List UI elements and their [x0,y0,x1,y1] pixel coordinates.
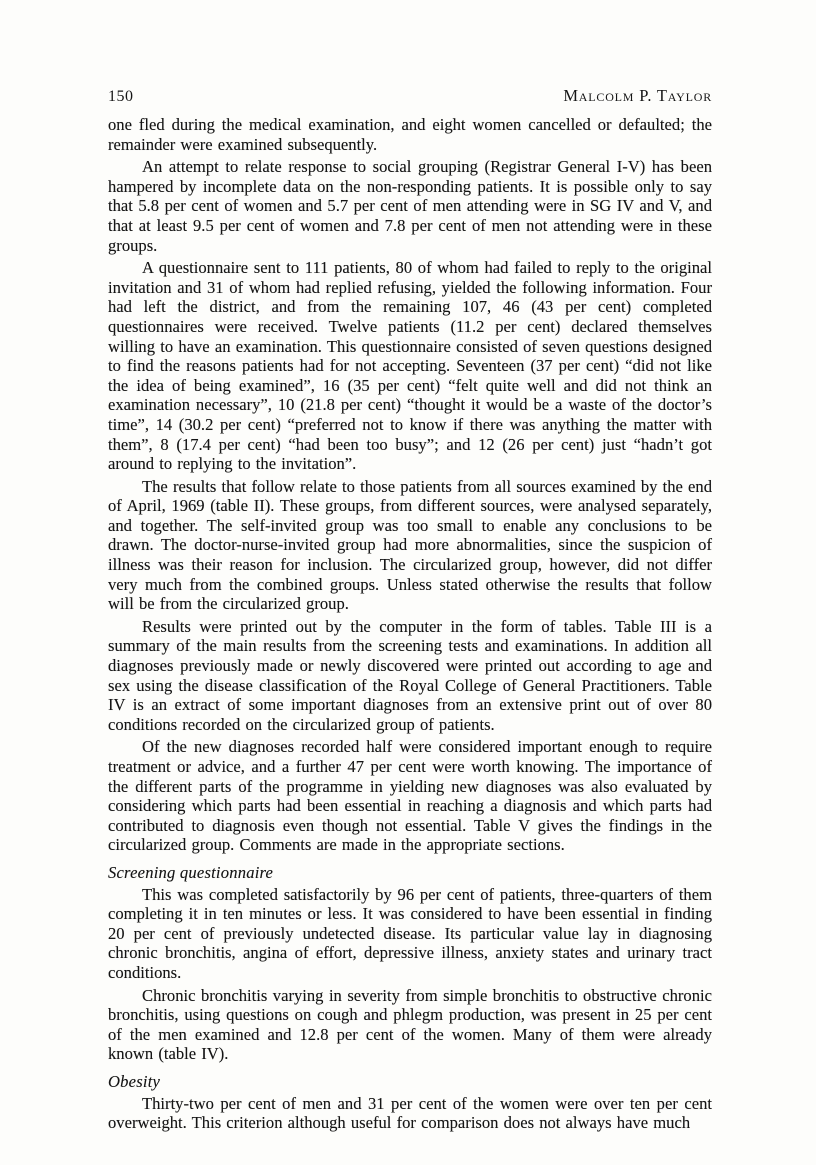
paragraph: An attempt to relate response to social grouping (Registrar General I-V) has been hampered by incomplete data on the non-responding patients. It is possible only to say that 5.8 per cent of women and 5.7 per cent of men attending were in SG IV and V, and that at least 9.5 per cent of women and 7.8 per cent of men not attending were in these groups. [108,157,712,255]
section-heading: Obesity [108,1071,161,1091]
paragraph: This was completed satisfactorily by 96 per cent of patients, three-quarters of them completing it in ten minutes or less. It was considered to have been essential in finding 20 per cent of previously undetected disease. Its particular value lay in diagnosing chronic bronchitis, angina of effort, depressive illness, anxiety states and urinary tract conditions. [108,884,712,982]
paragraph: Thirty-two per cent of men and 31 per cent of the women were over ten per cent overweight. This criterion although useful for comparison does not always have much [108,1093,712,1133]
page-number: 150 [108,88,134,105]
article-body [108,115,712,1133]
section-heading: Screening questionnaire [108,862,274,882]
paragraph: Chronic bronchitis varying in severity from simple bronchitis to obstructive chronic bronchitis, using questions on cough and phlegm production, was present in 25 per cent of the men examined and 12.8 per cent of the women. Many of them were already known (table IV). [108,985,712,1064]
running-author: Malcolm P. Taylor [563,86,712,105]
paragraph: A questionnaire sent to 111 patients, 80 of whom had failed to reply to the original invitation and 31 of whom had replied refusing, yielded the following information. Four had left the district, and from the remaining 107, 46 (43 per cent) completed questionnaires were received. Twelve patients (11.2 per cent) declared themselves willing to have an examination. This questionnaire consisted of seven questions designed to find the reasons patients had for not accepting. Seventeen (37 per cent) “did not like the idea of being examined”, 16 (35 per cent) “felt quite well and did not think an examination necessary”, 10 (21.8 per cent) “thought it would be a waste of the doctor’s time”, 14 (30.2 per cent) “preferred not to know if there was anything the matter with them”, 8 (17.4 per cent) “had been too busy”; and 12 (26 per cent) just “hadn’t got around to replying to the invitation”. [108,258,712,474]
paragraph: Results were printed out by the computer in the form of tables. Table III is a summary of the main results from the screening tests and examinations. In addition all diagnoses previously made or newly discovered were printed out according to age and sex using the disease classification of the Royal College of General Practitioners. Table IV is an extract of some important diagnoses from an extensive print out of over 80 conditions recorded on the circularized group of patients. [108,616,712,734]
paragraph: Of the new diagnoses recorded half were considered important enough to require treatment or advice, and a further 47 per cent were worth knowing. The importance of the different parts of the programme in yielding new diagnoses was also evaluated by considering which parts had been essential in reaching a diagnosis and which parts had contributed to diagnosis even though not essential. Table V gives the findings in the circularized group. Comments are made in the appropriate sections. [108,737,712,855]
running-head [108,86,712,106]
paragraph: The results that follow relate to those patients from all sources examined by the end of April, 1969 (table II). These groups, from different sources, were analysed separately, and together. The self-invited group was too small to enable any conclusions to be drawn. The doctor-nurse-invited group had more abnormalities, since the suspicion of illness was their reason for inclusion. The circularized group, however, did not differ very much from the combined groups. Unless stated otherwise the results that follow will be from the circularized group. [108,476,712,614]
paragraph: one fled during the medical examination, and eight women cancelled or defaulted; the remainder were examined subsequently. [108,115,712,154]
